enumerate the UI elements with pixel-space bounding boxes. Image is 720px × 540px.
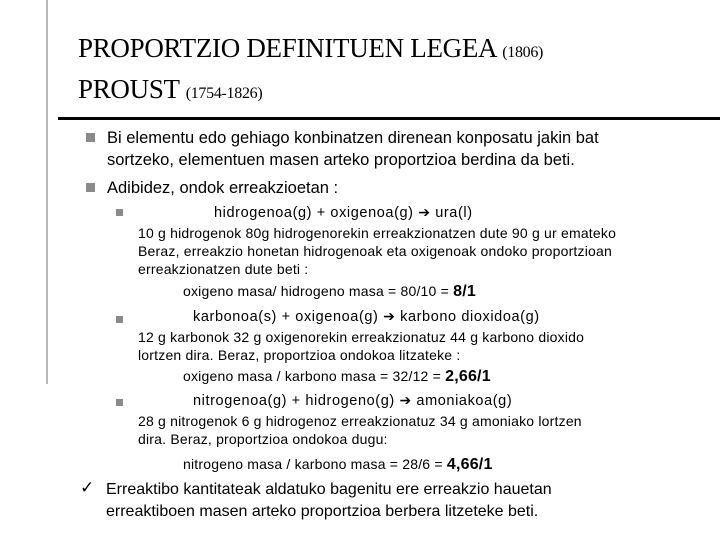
bullet-square-icon	[86, 183, 95, 192]
example-1-line-1: 10 g hidrogenok 80g hidrogenorekin erreakzionatzen dute 90 g ur emateko	[138, 225, 617, 241]
conclusion-text	[106, 479, 706, 523]
reaction-2-reactants: karbonoa(s) + oxigenoa(g)	[193, 309, 379, 325]
reaction-equation-3	[193, 392, 512, 409]
reaction-3-product: amoniakoa(g)	[416, 393, 513, 409]
conclusion-line-2: erreaktiboen masen arteko proportzioa berbera litzeteke beti.	[106, 503, 539, 520]
arrow-right-icon: ➔	[383, 308, 396, 324]
title-main-text: PROPORTZIO DEFINITUEN LEGEA	[78, 33, 496, 63]
title-line-2	[78, 71, 708, 112]
bullet-2-text: Adibidez, ondok erreakzioetan :	[107, 179, 339, 197]
title-underline	[58, 117, 720, 120]
left-decorative-rule	[46, 0, 48, 384]
example-1-line-2: Beraz, erreakzio honetan hidrogenoak eta oxigenoak ondoko proportzioan	[138, 243, 612, 259]
title-date: (1806)	[502, 44, 544, 61]
example-2-text	[138, 328, 708, 364]
ratio-2-text: oxigeno masa / karbono masa = 32/12 =	[183, 368, 442, 384]
title-author-dates: (1754-1826)	[185, 85, 263, 102]
example-1-ratio	[183, 282, 476, 301]
sub-bullet-square-icon	[116, 316, 123, 323]
example-1-text	[138, 224, 708, 278]
ratio-1-value: 8/1	[453, 283, 476, 300]
reaction-equation-1	[214, 204, 473, 221]
reaction-3-reactants: nitrogenoa(g) + hidrogeno(g)	[193, 393, 395, 409]
example-3-line-2: dira. Beraz, proportzioa ondokoa dugu:	[138, 431, 388, 447]
ratio-1-text: oxigeno masa/ hidrogeno masa = 80/10 =	[183, 283, 449, 299]
example-1-line-3: erreakzionatzen dute beti :	[138, 261, 309, 277]
ratio-2-value: 2,66/1	[445, 368, 491, 385]
checkmark-icon: ✓	[80, 478, 95, 497]
example-2-line-1: 12 g karbonok 32 g oxigenorekin erreakzionatuz 44 g karbono dioxido	[138, 329, 585, 345]
sub-bullet-square-icon	[116, 399, 123, 406]
conclusion-line-1: Erreaktibo kantitateak aldatuko bagenitu ere erreakzio hauetan	[106, 481, 552, 498]
example-3-text	[138, 412, 708, 448]
bullet-1-line-1: Bi elementu edo gehiago konbinatzen direnean konposatu jakin bat	[107, 129, 599, 147]
bullet-1-line-2: sortzeko, elementuen masen arteko proportzioa berdina da beti.	[107, 151, 575, 169]
arrow-right-icon: ➔	[399, 392, 412, 408]
reaction-2-product: karbono dioxidoa(g)	[400, 309, 540, 325]
slide-title	[78, 30, 708, 112]
bullet-1-text	[107, 127, 707, 171]
arrow-right-icon: ➔	[418, 204, 431, 220]
example-2-ratio	[183, 367, 491, 386]
title-line-1	[78, 30, 708, 71]
reaction-1-reactants: hidrogenoa(g) + oxigenoa(g)	[214, 205, 414, 221]
bullet-square-icon	[86, 133, 95, 142]
example-3-ratio	[183, 455, 493, 474]
example-2-line-2: lortzen dira. Beraz, proportzioa ondokoa litzateke :	[138, 347, 461, 363]
ratio-3-text: nitrogeno masa / karbono masa = 28/6 =	[183, 456, 443, 472]
ratio-3-value: 4,66/1	[446, 456, 493, 473]
reaction-1-product: ura(l)	[435, 205, 473, 221]
reaction-equation-2	[193, 308, 540, 325]
sub-bullet-square-icon	[116, 209, 123, 216]
example-3-line-1: 28 g nitrogenok 6 g hidrogenoz erreakzionatuz 34 g amoniako lortzen	[138, 413, 582, 429]
title-author: PROUST	[78, 74, 180, 104]
